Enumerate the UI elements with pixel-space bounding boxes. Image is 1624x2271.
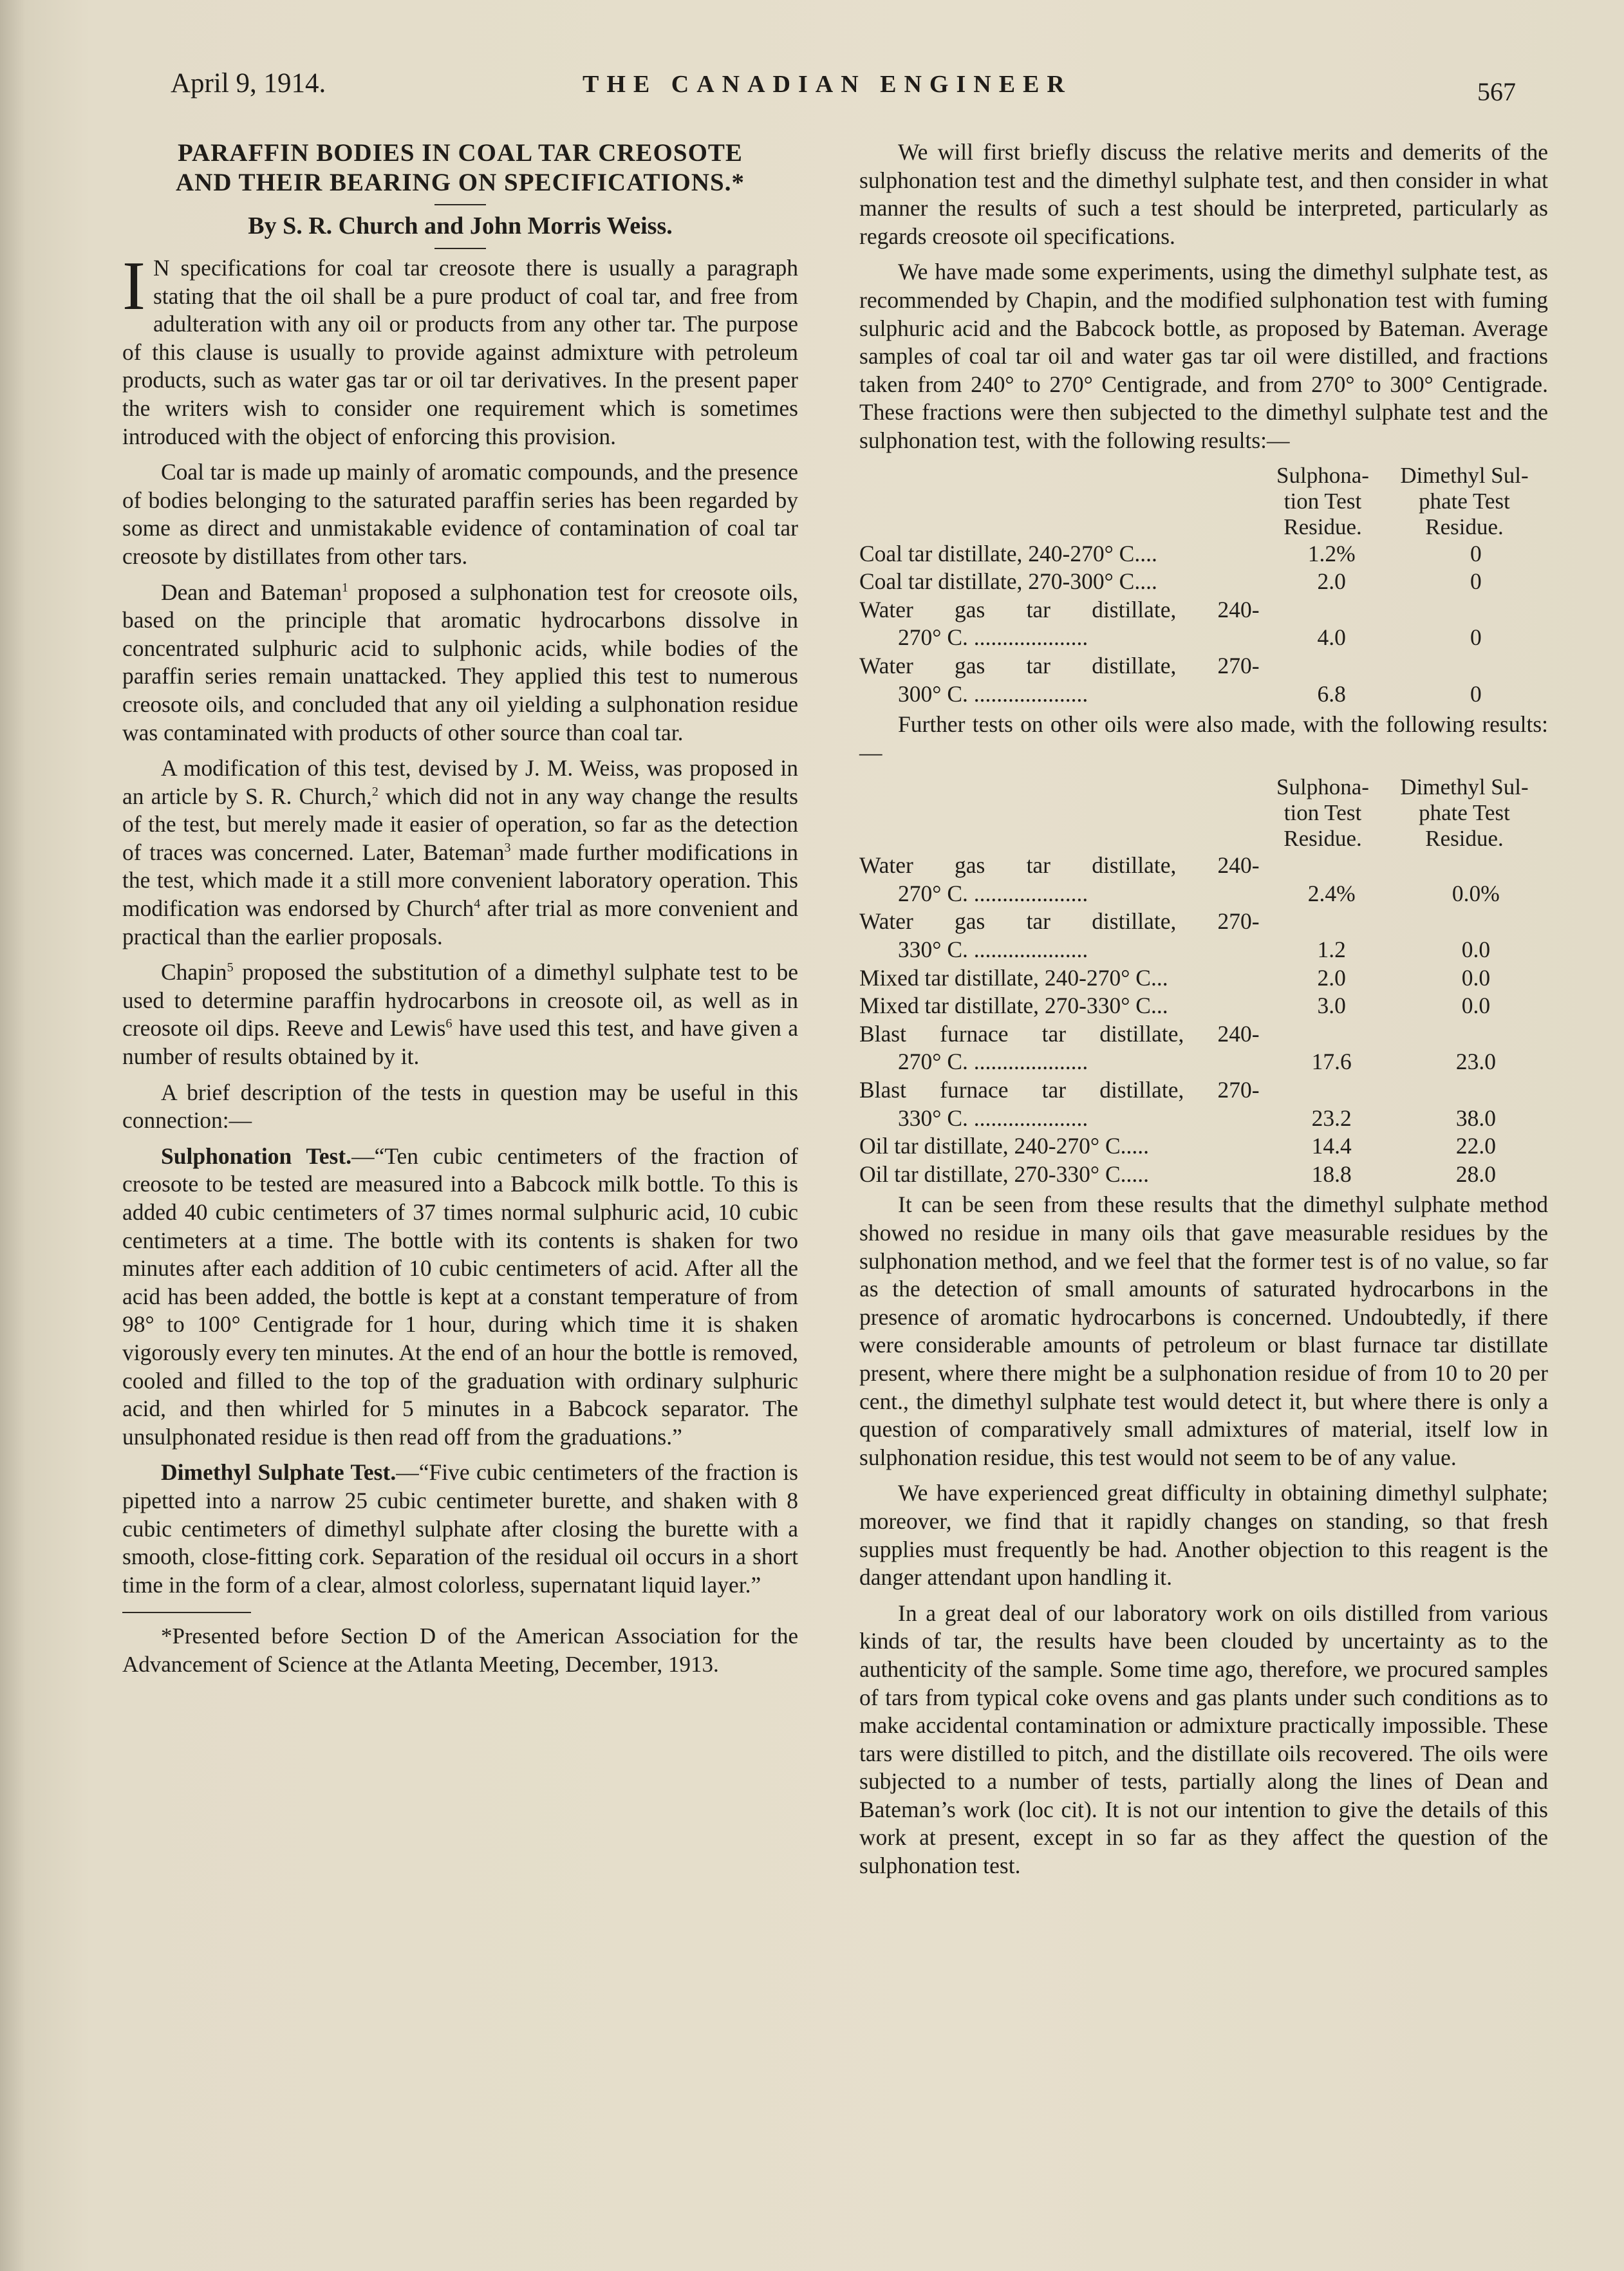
table-row: Water gas tar distillate, 240- 270° C. .................... 2.4% 0.0% xyxy=(859,852,1500,906)
paragraph-sulphonation-test: Sulphonation Test.—“Ten cubic centimeters of the fraction of creosote to be tested are measured into a Babcock milk bottle. To this is added 40 cubic centimeters of 37 times normal sulphuric acid, 10 cubic centimeters at a time. The bottle with its contents is shaken for two minutes after each addition of 10 cubic centimeters of acid. After all the acid has been added, the bottle is kept at a constant temperature of from 98° to 100° Centigrade for 1 hour, during which time it is shaken vigorously every ten minutes. At the end of an hour the bottle is removed, cooled and filled to the top of the graduation with ordinary sulphuric acid, and then whirled for 5 minutes in a Babcock separator. The unsulphonated residue is then read off from the graduations.” xyxy=(122,1143,799,1450)
table-row: Oil tar distillate, 270-330° C..... 18.8 28.0 xyxy=(859,1161,1496,1187)
drop-cap: I xyxy=(122,248,145,324)
table2-col-sulphonation: Sulphona- tion Test Residue. xyxy=(1276,774,1369,852)
table1-header xyxy=(859,463,1548,540)
title-line-2: AND THEIR BEARING ON SPECIFICATIONS.* xyxy=(176,169,745,196)
byline: By S. R. Church and John Morris Weiss. xyxy=(248,212,673,239)
dimethyl-test-heading: Dimethyl Sulphate Test. xyxy=(161,1459,397,1486)
issue-date: April 9, 1914. xyxy=(171,68,326,98)
table2-header xyxy=(859,774,1548,852)
paragraph-intro: I N specifications for coal tar creosote there is usually a paragraph stating that the oil shall be a pure product of coal tar, and free from adulteration with any oil or products from any other tar. The purpose of this clause is usually to provide against admixture with petroleum products, such as water gas tar or oil tar derivatives. In the present paper the writers wish to consider one requirement which is sometimes introduced with the object of enforcing this provision. xyxy=(122,248,798,449)
title-line-1: PARAFFIN BODIES IN COAL TAR CREOSOTE xyxy=(178,139,743,167)
paragraph-modification: A modification of this test, devised by J. M. Weiss, was proposed in an article by S. R. Church,$^2$ which did not in any way change the results of the test, but merely made it easier of operation, so far as the detection of traces was concerned. Later, Bateman$^3$ made further modifications in the test, which made it a still more convenient laboratory operation. This modification was endorsed by Church$^4$ after trial as more convenient and practical than the earlier proposals. xyxy=(122,755,799,949)
title-rule xyxy=(434,204,486,205)
paragraph-difficulty: We have experienced great difficulty in obtaining dimethyl sulphate; moreover, we find that it rapidly changes on standing, so that fresh supplies must frequently be had. Another objection to this reagent is the danger attendant upon handling it. xyxy=(859,1480,1548,1591)
table-row: Blast furnace tar distillate, 270- 330° C. .................... 23.2 38.0 xyxy=(859,1077,1496,1131)
left-column xyxy=(122,138,798,1687)
table-row: Coal tar distillate, 240-270° C.... 1.2% 0 xyxy=(859,540,1482,566)
table-row: Oil tar distillate, 240-270° C..... 14.4 22.0 xyxy=(859,1133,1496,1159)
running-header xyxy=(0,68,1624,119)
table-row: Water gas tar distillate, 270- 330° C. .................... 1.2 0.0 xyxy=(859,908,1491,963)
results-table-1 xyxy=(859,540,1548,709)
footnote-rule xyxy=(122,1612,251,1613)
table1-col-sulphonation: Sulphona- tion Test Residue. xyxy=(1276,462,1369,539)
table2-col-dimethyl: Dimethyl Sul- phate Test Residue. xyxy=(1400,774,1529,852)
paragraph-dimethyl-test: Dimethyl Sulphate Test.—“Five cubic centimeters of the fraction is pipetted into a narrow 25 cubic centimeter burette, and shaken with 8 cubic centimeters of dimethyl sulphate after closing the burette with a smooth, close-fitting cork. Separation of the residual oil occurs in a short time in the form of a clear, almost colorless, supernatant liquid layer.” xyxy=(122,1459,798,1598)
paragraph-dean-bateman: Dean and Bateman$^1$ proposed a sulphonation test for creosote oils, based on the principle that aromatic hydrocarbons dissolve in concentrated sulphuric acid to sulphonic acids, while bodies of the paraffin series remain unattacked. They applied this test to numerous creosote oils, and concluded that any oil yielding a sulphonation residue was contaminated with products of other source than coal tar. xyxy=(122,579,798,745)
paragraph-further-tests: Further tests on other oils were also made, with the following results:— xyxy=(859,711,1548,765)
paragraph-description: A brief description of the tests in question may be useful in this connection:— xyxy=(122,1079,798,1134)
journal-title: THE CANADIAN ENGINEER xyxy=(583,71,1072,98)
table-row: Water gas tar distillate, 270- 300° C. .................... 6.8 0 xyxy=(859,652,1482,707)
page-number: 567 xyxy=(1477,77,1516,106)
sulphonation-test-heading: Sulphonation Test. xyxy=(161,1143,352,1169)
table-row: Blast furnace tar distillate, 240- 270° C. .................... 17.6 23.0 xyxy=(859,1020,1496,1075)
results-table-2 xyxy=(859,852,1548,1188)
table-row: Coal tar distillate, 270-300° C.... 2.0 0 xyxy=(859,568,1482,595)
table-row: Water gas tar distillate, 240- 270° C. .................... 4.0 0 xyxy=(859,596,1482,651)
right-column xyxy=(859,138,1548,1888)
paragraph-experiments: We have made some experiments, using the dimethyl sulphate test, as recommended by Chapin, and the modified sulphonation test with fuming sulphuric acid and the Babcock bottle, as proposed by Bateman. Average samples of coal tar oil and water gas tar oil were distilled, and fractions taken from 240° to 270° Centigrade, and from 270° to 300° Centigrade. These fractions were then subjected to the dimethyl sulphate test and the sulphonation test, with the following results:— xyxy=(859,259,1548,453)
table-row: Mixed tar distillate, 240-270° C... 2.0 0.0 xyxy=(859,964,1491,991)
byline-rule xyxy=(434,248,486,249)
article-title xyxy=(122,138,798,198)
paragraph-chapin: Chapin$^5$ proposed the substitution of a dimethyl sulphate test to be used to determine paraffin hydrocarbons in creosote oil, as well as in creosote oil dips. Reeve and Lewis$^6$ have used this test, and have given a number of results obtained by it. xyxy=(122,959,798,1070)
paragraph-laboratory-work: In a great deal of our laboratory work on oils distilled from various kinds of tar, the results have been clouded by uncertainty as to the authenticity of the sample. Some time ago, therefore, we procured samples of tars from typical coke ovens and gas plants under such conditions as to make accidental contamination or admixture practically impossible. These tars were distilled to pitch, and the distillate oils recovered. The oils were subjected to a number of tests, partially along the lines of Dean and Bateman’s work (loc cit). It is not our intention to give the details of this work at present, except in so far as they affect the question of the sulphonation test. xyxy=(859,1600,1548,1879)
table1-col-dimethyl: Dimethyl Sul- phate Test Residue. xyxy=(1400,462,1529,539)
paragraph-conclusion: It can be seen from these results that the dimethyl sulphate method showed no residue in many oils that gave measurable residues by the sulphonation method, and we feel that the former test is of no value, so far as the detection of small amounts of saturated hydrocarbons in the presence of aromatic hydrocarbons is concerned. Undoubtedly, if there were considerable amounts of petroleum or blast furnace tar distillate present, where there might be a sulphonation residue of from 10 to 20 per cent., the dimethyl sulphate test would detect it, but where there is only a question of comparatively small admixtures of material, itself low in sulphonation residue, this test would not seem to be of any value. xyxy=(859,1192,1548,1470)
table-row: Mixed tar distillate, 270-330° C... 3.0 0.0 xyxy=(859,993,1491,1019)
footnote: *Presented before Section D of the American Association for the Advancement of Science at the Atlanta Meeting, December, 1913. xyxy=(122,1623,798,1677)
paragraph-coal-tar: Coal tar is made up mainly of aromatic compounds, and the presence of bodies belonging to the saturated paraffin series has been regarded by some as direct and unmistakable evidence of contamination of coal tar creosote by distillates from other tars. xyxy=(122,459,798,569)
paragraph-discuss: We will first briefly discuss the relative merits and demerits of the sulphonation test and the dimethyl sulphate test, and then consider in what manner the results of such a test should be interpreted, particularly as regards creosote oil specifications. xyxy=(859,139,1548,249)
